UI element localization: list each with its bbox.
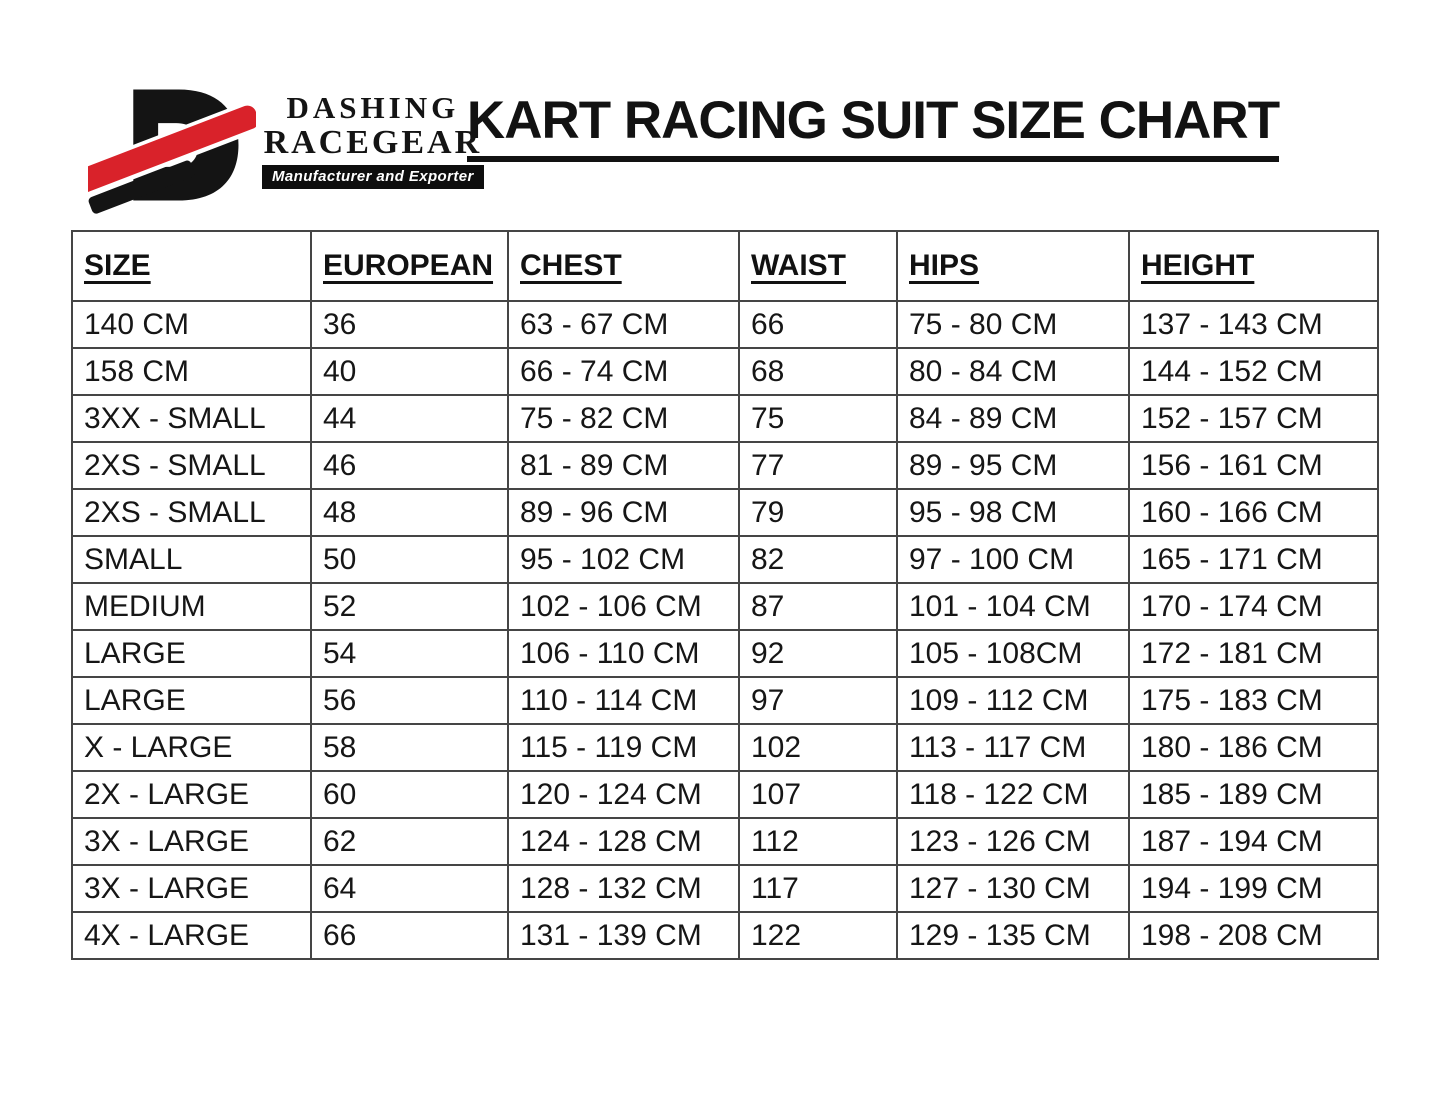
table-cell: LARGE (72, 677, 311, 724)
table-cell: 107 (739, 771, 897, 818)
table-cell: 2XS - SMALL (72, 489, 311, 536)
table-cell: 92 (739, 630, 897, 677)
table-cell: 89 - 95 CM (897, 442, 1129, 489)
table-cell: 89 - 96 CM (508, 489, 739, 536)
table-row (72, 536, 1378, 583)
table-cell: MEDIUM (72, 583, 311, 630)
table-cell: 172 - 181 CM (1129, 630, 1378, 677)
table-cell: 102 (739, 724, 897, 771)
table-cell: 101 - 104 CM (897, 583, 1129, 630)
table-cell: 2X - LARGE (72, 771, 311, 818)
table-cell: 123 - 126 CM (897, 818, 1129, 865)
table-cell: 36 (311, 301, 508, 348)
column-header-height: HEIGHT (1129, 231, 1378, 301)
table-row (72, 442, 1378, 489)
table-row (72, 912, 1378, 959)
table-cell: 115 - 119 CM (508, 724, 739, 771)
table-cell: 95 - 98 CM (897, 489, 1129, 536)
table-row (72, 630, 1378, 677)
table-cell: 3X - LARGE (72, 818, 311, 865)
table-cell: 156 - 161 CM (1129, 442, 1378, 489)
table-cell: 40 (311, 348, 508, 395)
table-cell: 82 (739, 536, 897, 583)
table-cell: 46 (311, 442, 508, 489)
table-cell: 66 - 74 CM (508, 348, 739, 395)
table-cell: 87 (739, 583, 897, 630)
brand-name-line1: DASHING (286, 90, 460, 125)
table-cell: 137 - 143 CM (1129, 301, 1378, 348)
table-cell: 60 (311, 771, 508, 818)
table-cell: 158 CM (72, 348, 311, 395)
table-row (72, 583, 1378, 630)
header-row (72, 231, 1378, 301)
table-cell: 56 (311, 677, 508, 724)
table-cell: 97 - 100 CM (897, 536, 1129, 583)
size-table-body (72, 301, 1378, 959)
table-cell: 110 - 114 CM (508, 677, 739, 724)
table-cell: 75 - 80 CM (897, 301, 1129, 348)
table-cell: 77 (739, 442, 897, 489)
brand-name-line2: RACEGEAR (263, 123, 483, 161)
table-cell: 52 (311, 583, 508, 630)
table-cell: 170 - 174 CM (1129, 583, 1378, 630)
table-row (72, 724, 1378, 771)
table-cell: 128 - 132 CM (508, 865, 739, 912)
table-cell: 50 (311, 536, 508, 583)
dashing-d-logo-icon (88, 72, 256, 218)
table-cell: 112 (739, 818, 897, 865)
table-cell: 62 (311, 818, 508, 865)
table-cell: 144 - 152 CM (1129, 348, 1378, 395)
table-cell: 175 - 183 CM (1129, 677, 1378, 724)
table-cell: SMALL (72, 536, 311, 583)
table-cell: 113 - 117 CM (897, 724, 1129, 771)
table-cell: 4X - LARGE (72, 912, 311, 959)
table-row (72, 818, 1378, 865)
table-cell: 63 - 67 CM (508, 301, 739, 348)
table-cell: 165 - 171 CM (1129, 536, 1378, 583)
column-header-waist: WAIST (739, 231, 897, 301)
table-cell: 118 - 122 CM (897, 771, 1129, 818)
page-title: KART RACING SUIT SIZE CHART (467, 92, 1279, 162)
table-cell: 105 - 108CM (897, 630, 1129, 677)
column-header-size: SIZE (72, 231, 311, 301)
table-cell: 3X - LARGE (72, 865, 311, 912)
table-cell: 106 - 110 CM (508, 630, 739, 677)
table-cell: 81 - 89 CM (508, 442, 739, 489)
table-cell: 58 (311, 724, 508, 771)
table-cell: 80 - 84 CM (897, 348, 1129, 395)
brand-logo (88, 72, 484, 218)
table-cell: 131 - 139 CM (508, 912, 739, 959)
column-header-european: EUROPEAN (311, 231, 508, 301)
table-cell: 194 - 199 CM (1129, 865, 1378, 912)
brand-text (262, 92, 484, 189)
column-header-hips: HIPS (897, 231, 1129, 301)
table-row (72, 489, 1378, 536)
table-cell: 198 - 208 CM (1129, 912, 1378, 959)
table-cell: 109 - 112 CM (897, 677, 1129, 724)
table-cell: 124 - 128 CM (508, 818, 739, 865)
table-cell: X - LARGE (72, 724, 311, 771)
table-cell: 3XX - SMALL (72, 395, 311, 442)
table-cell: 54 (311, 630, 508, 677)
table-row (72, 301, 1378, 348)
table-cell: 187 - 194 CM (1129, 818, 1378, 865)
table-cell: 68 (739, 348, 897, 395)
table-cell: 127 - 130 CM (897, 865, 1129, 912)
table-cell: 48 (311, 489, 508, 536)
table-cell: LARGE (72, 630, 311, 677)
table-cell: 95 - 102 CM (508, 536, 739, 583)
table-cell: 75 (739, 395, 897, 442)
table-cell: 84 - 89 CM (897, 395, 1129, 442)
table-row (72, 348, 1378, 395)
table-cell: 129 - 135 CM (897, 912, 1129, 959)
column-header-chest: CHEST (508, 231, 739, 301)
table-cell: 185 - 189 CM (1129, 771, 1378, 818)
brand-tagline: Manufacturer and Exporter (262, 165, 484, 189)
table-cell: 122 (739, 912, 897, 959)
table-cell: 64 (311, 865, 508, 912)
table-row (72, 395, 1378, 442)
table-cell: 152 - 157 CM (1129, 395, 1378, 442)
table-cell: 102 - 106 CM (508, 583, 739, 630)
table-cell: 160 - 166 CM (1129, 489, 1378, 536)
table-cell: 79 (739, 489, 897, 536)
table-cell: 180 - 186 CM (1129, 724, 1378, 771)
table-cell: 117 (739, 865, 897, 912)
table-cell: 75 - 82 CM (508, 395, 739, 442)
table-cell: 2XS - SMALL (72, 442, 311, 489)
table-row (72, 677, 1378, 724)
table-cell: 120 - 124 CM (508, 771, 739, 818)
table-row (72, 865, 1378, 912)
table-row (72, 771, 1378, 818)
table-cell: 66 (311, 912, 508, 959)
size-chart-table (71, 230, 1379, 960)
table-cell: 140 CM (72, 301, 311, 348)
table-cell: 44 (311, 395, 508, 442)
table-cell: 97 (739, 677, 897, 724)
title-block (462, 92, 1284, 162)
table-cell: 66 (739, 301, 897, 348)
